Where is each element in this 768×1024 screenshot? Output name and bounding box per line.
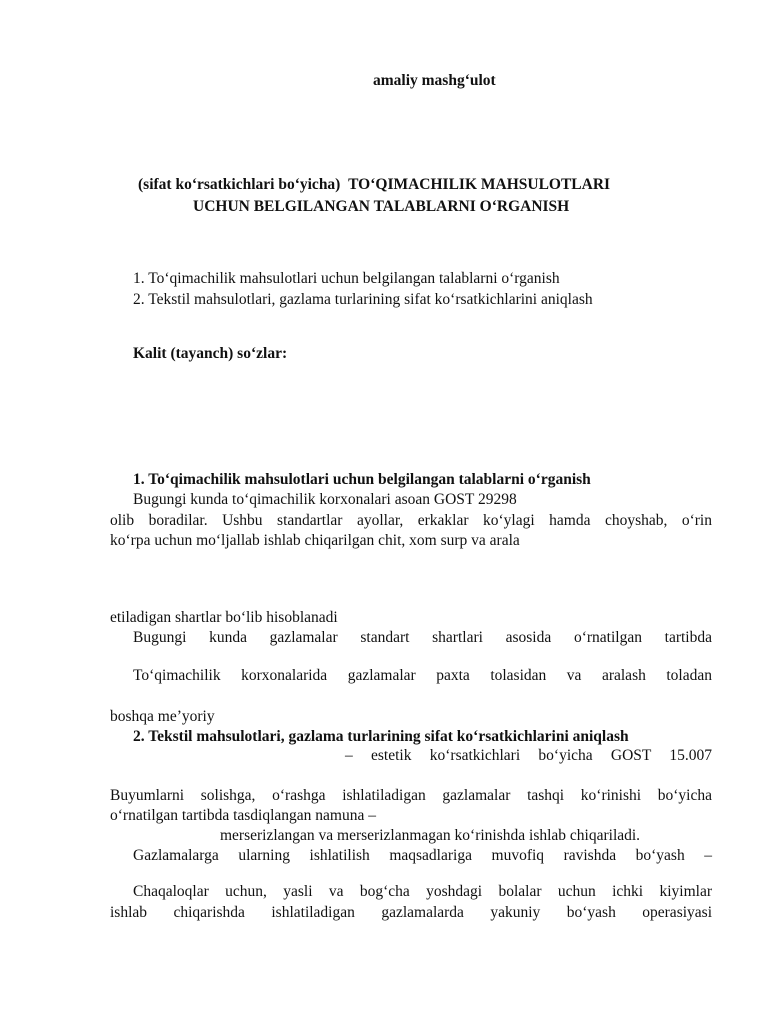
s1-para-2: etiladigan shartlar bo‘lib hisoblanadi	[110, 609, 338, 626]
s2-line-5: Gazlamalarga ularning ishlatilish maqsadlariga muvofiq ravishda bo‘yash –	[133, 847, 712, 864]
title-main: TO‘QIMACHILIK MAHSULOTLARI	[348, 176, 611, 193]
plan-item-2: 2. Tekstil mahsulotlari, gazlama turlarining sifat ko‘rsatkichlarini aniqlash	[133, 291, 593, 308]
title-line-2: UCHUN BELGILANGAN TALABLARNI O‘RGANISH	[193, 198, 570, 215]
section-2-title: 2. Tekstil mahsulotlari, gazlama turlarining sifat ko‘rsatkichlarini aniqlash	[133, 728, 629, 745]
s1-para-1-line-3: ko‘rpa uchun mo‘ljallab ishlab chiqarilgan chit, xom surp va arala	[110, 532, 520, 549]
s1-para-1-line-1: Bugungi kunda to‘qimachilik korxonalari asoan GOST 29298	[133, 491, 517, 508]
s2-line-3: o‘rnatilgan tartibda tasdiqlangan namuna –	[110, 807, 376, 824]
title-line-1	[138, 177, 610, 193]
s2-line-7: ishlab chiqarishda ishlatiladigan gazlamalarda yakuniy bo‘yash operasiyasi	[110, 904, 712, 921]
title-prefix: (sifat ko‘rsatkichlari bo‘yicha)	[138, 176, 341, 193]
section-1-title: 1. To‘qimachilik mahsulotlari uchun belgilangan talablarni o‘rganish	[133, 471, 591, 488]
s1-para-3: Bugungi kunda gazlamalar standart shartlari asosida o‘rnatilgan tartibda	[133, 629, 712, 646]
s2-line-1: – estetik ko‘rsatkichlari bo‘yicha GOST 15.007	[345, 747, 712, 764]
s2-line-2: Buyumlarni solishga, o‘rashga ishlatiladigan gazlamalar tashqi ko‘rinishi bo‘yicha	[110, 787, 712, 804]
s2-line-6: Chaqaloqlar uchun, yasli va bog‘cha yoshdagi bolalar uchun ichki kiyimlar	[133, 883, 712, 900]
s1-para-4: To‘qimachilik korxonalarida gazlamalar paxta tolasidan va aralash toladan	[133, 667, 712, 684]
s2-line-4: merserizlangan va merserizlanmagan ko‘rinishda ishlab chiqariladi.	[220, 827, 641, 844]
plan-item-1: 1. To‘qimachilik mahsulotlari uchun belgilangan talablarni o‘rganish	[133, 270, 560, 287]
keywords-label: Kalit (tayanch) so‘zlar:	[133, 345, 288, 362]
s1-para-5: boshqa me’yoriy	[110, 708, 215, 725]
s1-para-1-line-2: olib boradilar. Ushbu standartlar ayollar, erkaklar ko‘ylagi hamda choyshab, o‘rin	[110, 512, 712, 529]
doc-heading: amaliy mashg‘ulot	[373, 72, 496, 89]
